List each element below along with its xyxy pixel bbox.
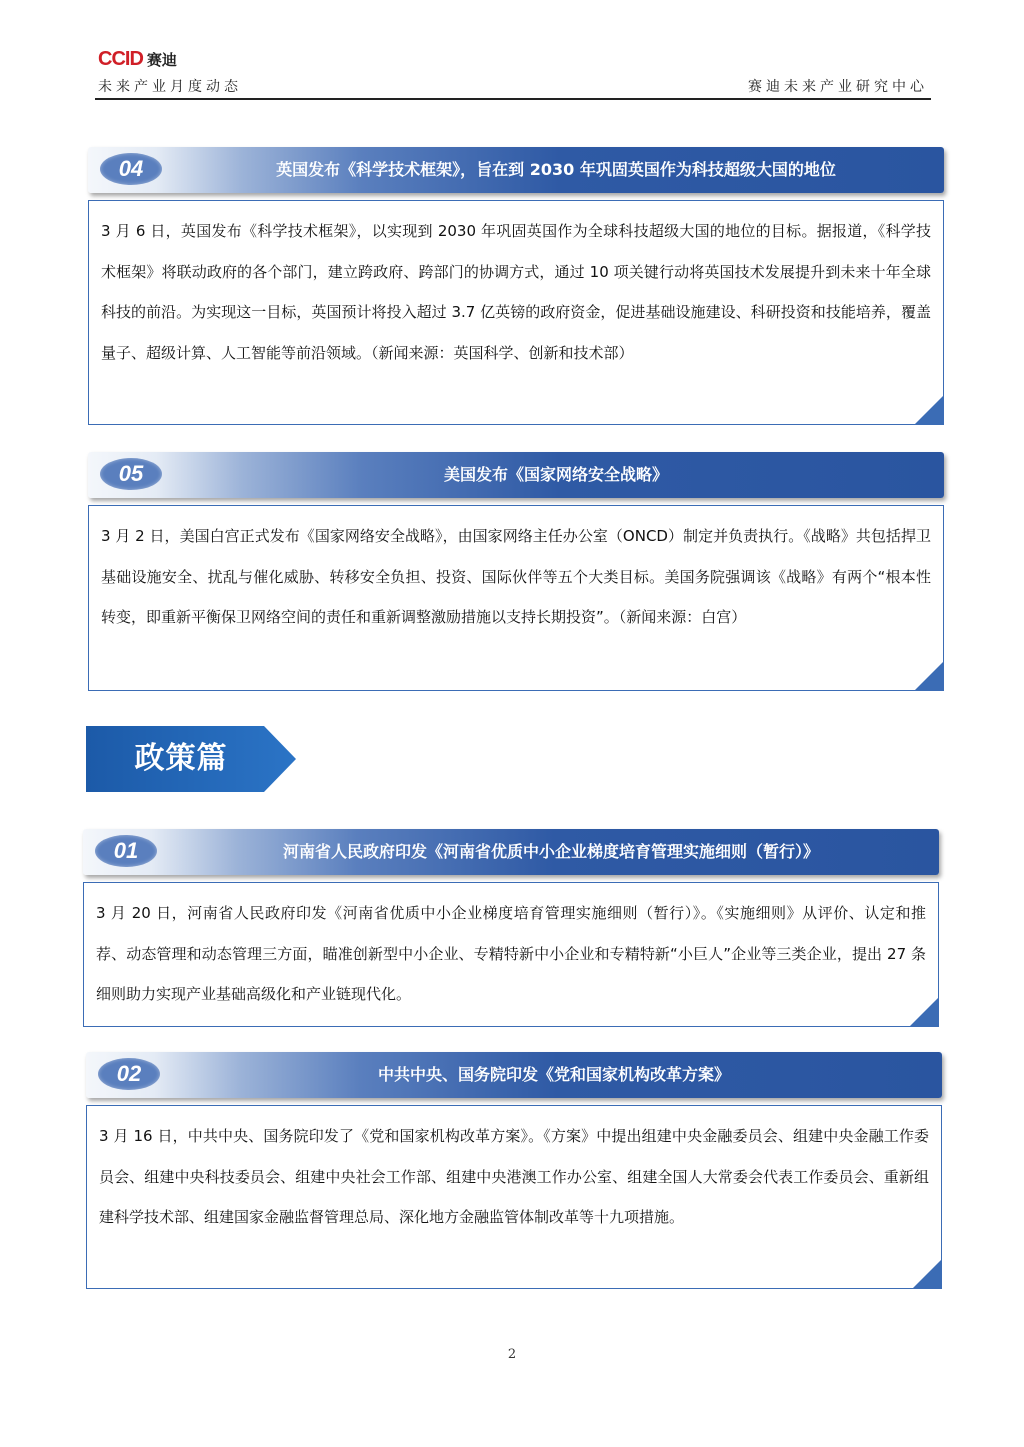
policy-01-header <box>83 829 939 875</box>
news-05-text: 3 月 2 日，美国白宫正式发布《国家网络安全战略》，由国家网络主任办公室（ONCD）制定并负责执行。《战略》共包括捍卫基础设施安全、扰乱与催化威胁、转移安全负担、投资、国际伙伴等五个大类目标。美国务院强调该《战略》有两个“根本性转变，即重新平衡保卫网络空间的责任和重新调整激励措施以支持长期投资”。（新闻来源：白宫） <box>101 527 931 626</box>
policy-02-title: 中共中央、国务院印发《党和国家机构改革方案》 <box>377 1065 730 1084</box>
policy-01-text: 3 月 20 日，河南省人民政府印发《河南省优质中小企业梯度培育管理实施细则（暂行）》。《实施细则》从评价、认定和推荐、动态管理和动态管理三方面，瞄准创新型中小企业、专精特新中小企业和专精特新“小巨人”企业等三类企业，提出 27 条细则助力实现产业基础高级化和产业链现代化。 <box>96 904 926 1003</box>
news-05-title: 美国发布《国家网络安全战略》 <box>443 465 668 484</box>
page-number: 2 <box>507 1347 517 1362</box>
corner-decoration <box>912 1259 942 1289</box>
corner-decoration <box>914 661 944 691</box>
policy-02-header <box>86 1052 942 1098</box>
section-title: 政策篇 <box>134 741 228 776</box>
corner-decoration <box>914 395 944 425</box>
policy-01-number: 01 <box>95 835 157 867</box>
corner-decoration <box>909 997 939 1027</box>
news-04-text: 3 月 6 日，英国发布《科学技术框架》，以实现到 2030 年巩固英国作为全球科技超级大国的地位的目标。据报道，《科学技术框架》将联动政府的各个部门，建立跨政府、跨部门的协调方式，通过 10 项关键行动将英国技术发展提升到未来十年全球科技的前沿。为实现这一目标，英国预计将投入超过 3.7 亿英镑的政府资金，促进基础设施建设、科研投资和技能培养，覆盖量子、超级计算、人工智能等前沿领域。（新闻来源：英国科学、创新和技术部） <box>101 222 931 362</box>
policy-01-title: 河南省人民政府印发《河南省优质中小企业梯度培育管理实施细则（暂行）》 <box>282 842 819 861</box>
header-divider <box>95 98 931 100</box>
news-04-header <box>88 147 944 193</box>
logo-chinese: 赛迪 <box>146 50 177 69</box>
section-banner <box>86 726 296 792</box>
policy-02-body <box>86 1105 942 1289</box>
policy-01-body <box>83 882 939 1027</box>
news-05-body <box>88 505 944 691</box>
header-right-title: 赛迪未来产业研究中心 <box>748 79 928 95</box>
policy-02-number: 02 <box>98 1058 160 1090</box>
ccid-logo <box>98 48 177 70</box>
news-04-title: 英国发布《科学技术框架》，旨在到 2030 年巩固英国作为科技超级大国的地位 <box>276 160 836 179</box>
header-left-title: 未来产业月度动态 <box>98 79 242 95</box>
news-05-number: 05 <box>100 458 162 490</box>
logo-mark: CCID <box>98 47 143 70</box>
policy-02-text: 3 月 16 日，中共中央、国务院印发了《党和国家机构改革方案》。《方案》中提出组建中央金融委员会、组建中央金融工作委员会、组建中央科技委员会、组建中央社会工作部、组建中央港澳工作办公室、组建全国人大常委会代表工作委员会、重新组建科学技术部、组建国家金融监督管理总局、深化地方金融监管体制改革等十九项措施。 <box>99 1127 929 1226</box>
news-04-number: 04 <box>100 153 162 185</box>
news-05-header <box>88 452 944 498</box>
news-04-body <box>88 200 944 425</box>
